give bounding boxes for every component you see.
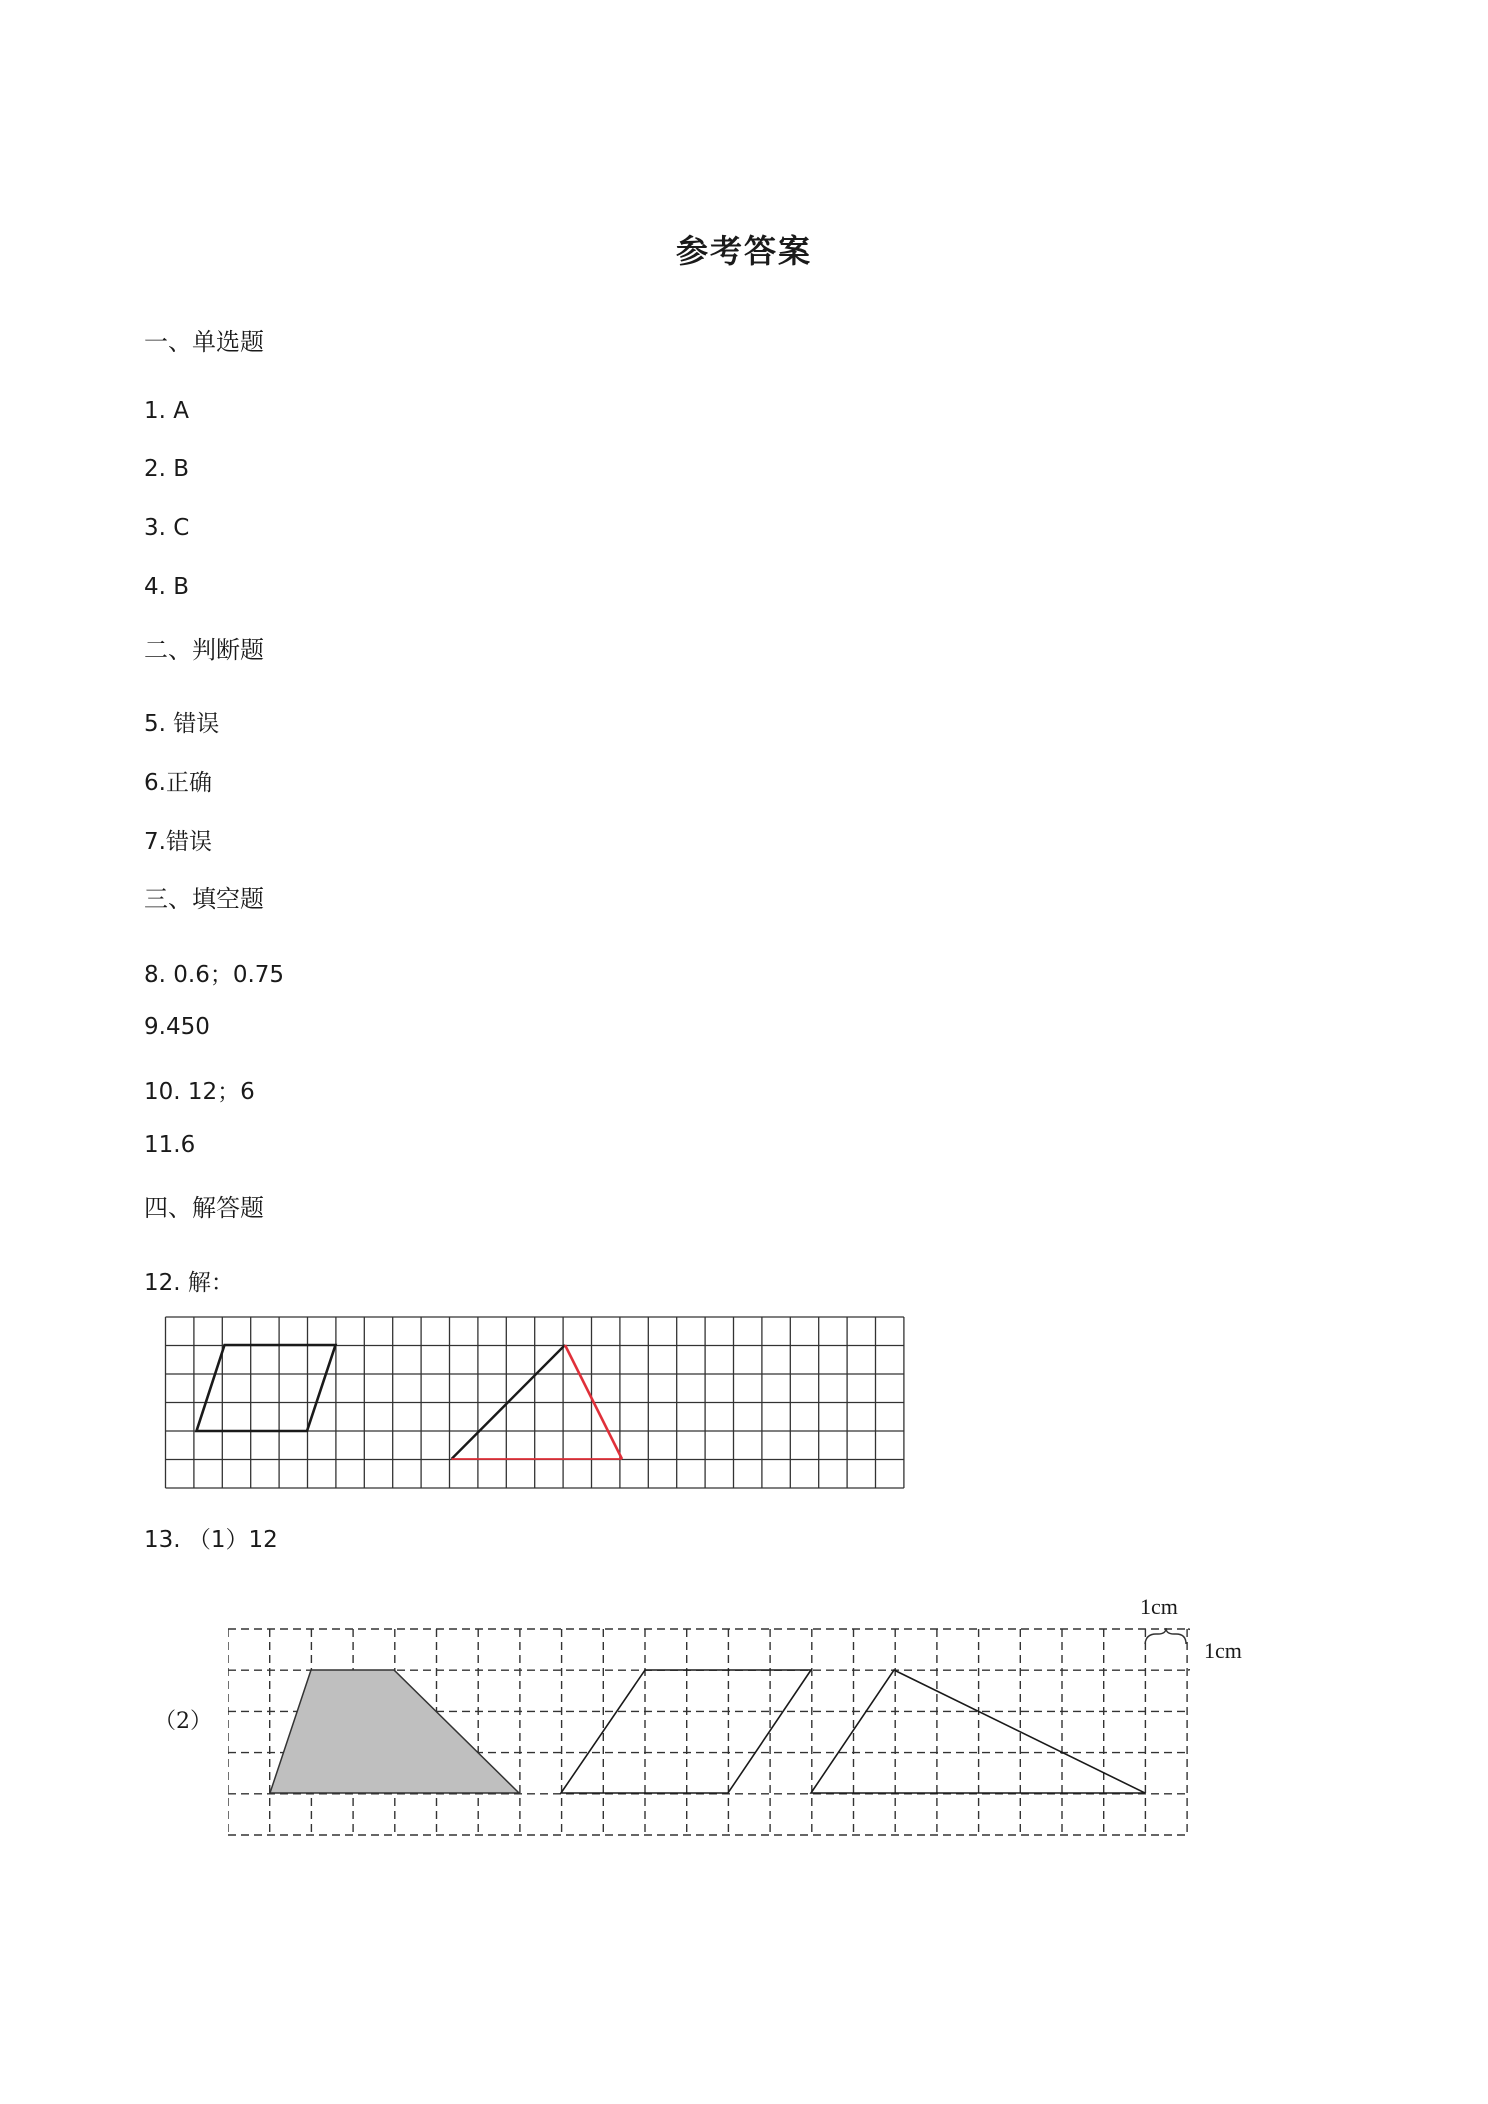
parallelogram-shape xyxy=(197,1345,336,1431)
answer-3: 3. C xyxy=(144,515,190,541)
answer-5: 5. 错误 xyxy=(144,711,220,737)
answer-12-grid-figure xyxy=(164,1316,914,1498)
answer-12: 12. 解： xyxy=(144,1270,234,1296)
section-heading-3: 三、填空题 xyxy=(144,885,264,913)
unit-label-horizontal: 1cm xyxy=(1140,1594,1178,1619)
section-heading-1: 一、单选题 xyxy=(144,328,264,356)
answer-8: 8. 0.6；0.75 xyxy=(144,962,285,988)
answer-4: 4. B xyxy=(144,574,190,600)
section-heading-2: 二、判断题 xyxy=(144,636,264,664)
answer-7: 7.错误 xyxy=(144,829,212,855)
answer-13-part-2-label: （2） xyxy=(154,1709,212,1734)
brace-horizontal xyxy=(1145,1628,1186,1644)
unit-label-vertical: 1cm xyxy=(1204,1638,1242,1663)
section-heading-4: 四、解答题 xyxy=(144,1194,264,1222)
page-title: 参考答案 xyxy=(675,232,812,270)
shaded-trapezoid xyxy=(270,1670,519,1793)
answer-13: 13. （1）12 xyxy=(144,1527,278,1553)
answer-9: 9.450 xyxy=(144,1014,210,1040)
answer-1: 1. A xyxy=(144,398,189,424)
answer-10: 10. 12；6 xyxy=(144,1079,255,1105)
answer-2: 2. B xyxy=(144,456,190,482)
answer-6: 6.正确 xyxy=(144,770,212,796)
brace-vertical xyxy=(1188,1629,1190,1670)
solid-grid xyxy=(166,1317,904,1488)
answer-11: 11.6 xyxy=(144,1132,196,1158)
answer-13-dashed-grid-figure xyxy=(228,1628,1190,1838)
